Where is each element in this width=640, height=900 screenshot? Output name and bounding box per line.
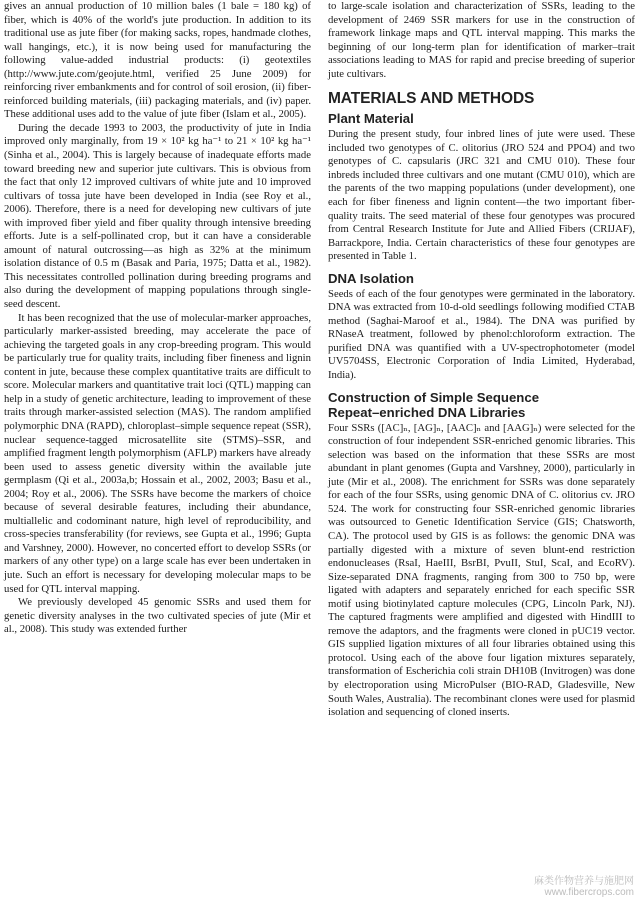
subheading-plant-material: Plant Material	[328, 111, 414, 127]
paragraph-construction: Four SSRs ([AC]ₙ, [AG]ₙ, [AAC]ₙ and [AAG]ₙ) were selected for the construction of four independent SSR-enriched genomic libraries. This selection was based on the information that these SSRs are most abundant in plant genomes (Gupta and Varshney, 2000), particularly in jute (Mir et al., 2008). The enrichment for SSRs was done separately for each of the four SSRs, using genomic DNA of C. olitorius cv. JRO 524. The work for constructing four SSR-enriched genomic libraries was outsourced to Genetic Identification Service (GIS; Chatsworth, CA). The protocol used by GIS is as follows: the genomic DNA was partially digested with a mixture of seven blunt-end restriction endonucleases (RsaI, HaeIII, BsrBI, PvuII, StuI, ScaI, and EcoRV). Size-separated DNA fragments, ranging from 300 to 750 bp, were ligated with adapters and separately enriched for each specific SSR motif using biotinylated capture molecules (CPG, Lincoln Park, NJ). The captured fragments were amplified and digested with HindIII to remove the adaptors, and the fragments were cloned in pUC19 vector. GIS supplied ligation mixtures of all four libraries obtained using this protocol. Using each of the above four ligation mixtures separately, transformation of Escherichia coli strain DH10B (Invitrogen) was done by electroporation using MicroPulser (BIO-RAD, Gladesville, New South Wales, Australia). The recombinant clones were used for plasmid isolation and sequencing of cloned inserts.	[328, 421, 635, 719]
paragraph-molecular-markers: It has been recognized that the use of molecular-marker approaches, particularly marker-assisted breeding, may accelerate the pace of achieving the targeted goals in any crop-breeding program. This would be particularly true for quality traits, including fiber fineness and lignin content in jute, because these complex quantitative traits are difficult to score. Molecular markers and quantitative trait loci (QTL) mapping can help in a study of genetic architecture, leading to improvement of these traits through marker-assisted selection (MAS). The random amplified polymorphic DNA (RAPD), chloroplast–simple sequence repeat (SSR), nuclear sequence-tagged microsatellite site (STMS)–SSR, and amplified fragment length polymorphism (AFLP) markers have already been used to assess genetic diversity within the available jute germplasm (Qi et al., 2003a,b; Hossain et al., 2002, 2003; Basu et al., 2004; Roy et al., 2006). The SSRs have become the markers of choice because of several desirable features, including their abundance, multiallelic and codominant nature, high level of reproducibility, and cross-species transferability (for reviews, see Gupta et al., 1996; Gupta and Varshney, 2000). However, no concerted effort to develop SSRs (or markers of any other type) on a large scale has ever been undertaken in jute. Such an effort is necessary for developing molecular maps to be used for QTL interval mapping.	[4, 311, 311, 595]
right-column	[328, 0, 635, 720]
paragraph-productivity: During the decade 1993 to 2003, the productivity of jute in India improved only marginally, from 19 × 10² kg ha⁻¹ to 21 × 10² kg ha⁻¹ (Sinha et al., 2004). This is largely because of inadequate efforts made toward breeding new and superior jute cultivars. This is obvious from the fact that only 12 improved cultivars of white jute and 10 improved cultivars of tossa jute have been developed in India (see Roy et al., 2006). Therefore, there is a need for developing new cultivars of jute with improved fiber yield and fiber quality through intensive breeding efforts. Jute is a self-pollinated crop, but it can have a considerable amount of natural outcrossing—as high as 32% at the minimum isolation distance of 0.5 m (Basak and Paria, 1975; Datta et al., 1982). This necessitates controlled pollination during breeding programs and also during the development of mapping populations through single-seed descent.	[4, 121, 311, 311]
watermark-line2: www.fibercrops.com	[544, 887, 634, 898]
subheading-construction	[328, 390, 635, 420]
paragraph-plant-material: During the present study, four inbred lines of jute were used. These included two genotypes of C. olitorius (JRO 524 and PPO4) and two genotypes of C. capsularis (JRC 321 and CMU 010). These four inbreds included three cultivars and one mutant (CMU 010), which are the parents of the two mapping populations (under development), one each for fiber fineness and lignin content—the two important fiber-quality traits. The seed material of these four genotypes was procured from Central Research Institute for Jute and Allied Fibers (CRIJAF), Barrackpore, India. Certain characteristics of these four genotypes are presented in Table 1.	[328, 128, 635, 263]
left-column	[4, 0, 311, 637]
paragraph-previous-ssrs: We previously developed 45 genomic SSRs and used them for genetic diversity analyses in the two cultivated species of jute (Mir et al., 2008). This study was extended further	[4, 596, 311, 636]
paragraph-dna-isolation: Seeds of each of the four genotypes were germinated in the laboratory. DNA was extracted from 10-d-old seedlings following modified CTAB method (Saghai-Maroof et al., 1984). The DNA was purified by RNaseA treatment, followed by phenol:chloroform extraction. The purified DNA was quantified with a UV-spectrophotometer (model UV5704SS, Electronic Corporation of India Limited, Hyderabad, India).	[328, 287, 635, 382]
section-title-materials-methods: MATERIALS AND METHODS	[328, 90, 535, 108]
paragraph-jute-uses: gives an annual production of 10 million bales (1 bale = 180 kg) of fiber, which is 40% of the world's jute production. In addition to its traditional use as jute fiber (for making sacks, ropes, handmade clothes, wall hangings, etc.), it is now being used for manufacturing the following value-added industrial products: (i) geotextiles (http://www.jute.com/geojute.html, verified 25 June 2009) for reinforcing river embankments and for control of soil erosion, (ii) fiber-reinforced building materials, (iii) packaging materials, and (iv) paper. These additional uses add to the value of jute fiber (Islam et al., 2005).	[4, 0, 311, 121]
subheading-construction-line2: Repeat–enriched DNA Libraries	[328, 404, 526, 420]
site-watermark	[534, 876, 634, 898]
subheading-construction-line1: Construction of Simple Sequence	[328, 389, 540, 405]
watermark-line1: 麻类作物营养与施肥网	[534, 876, 634, 887]
paragraph-ssr-continuation: to large-scale isolation and characterization of SSRs, leading to the development of 2469 SSR markers for use in the construction of framework linkage maps and QTL interval mapping. This marks the beginning of our long-term plan for identification of marker–trait associations leading to MAS for rapid and precise breeding of superior jute cultivars.	[328, 0, 635, 80]
subheading-dna-isolation: DNA Isolation	[328, 270, 414, 286]
